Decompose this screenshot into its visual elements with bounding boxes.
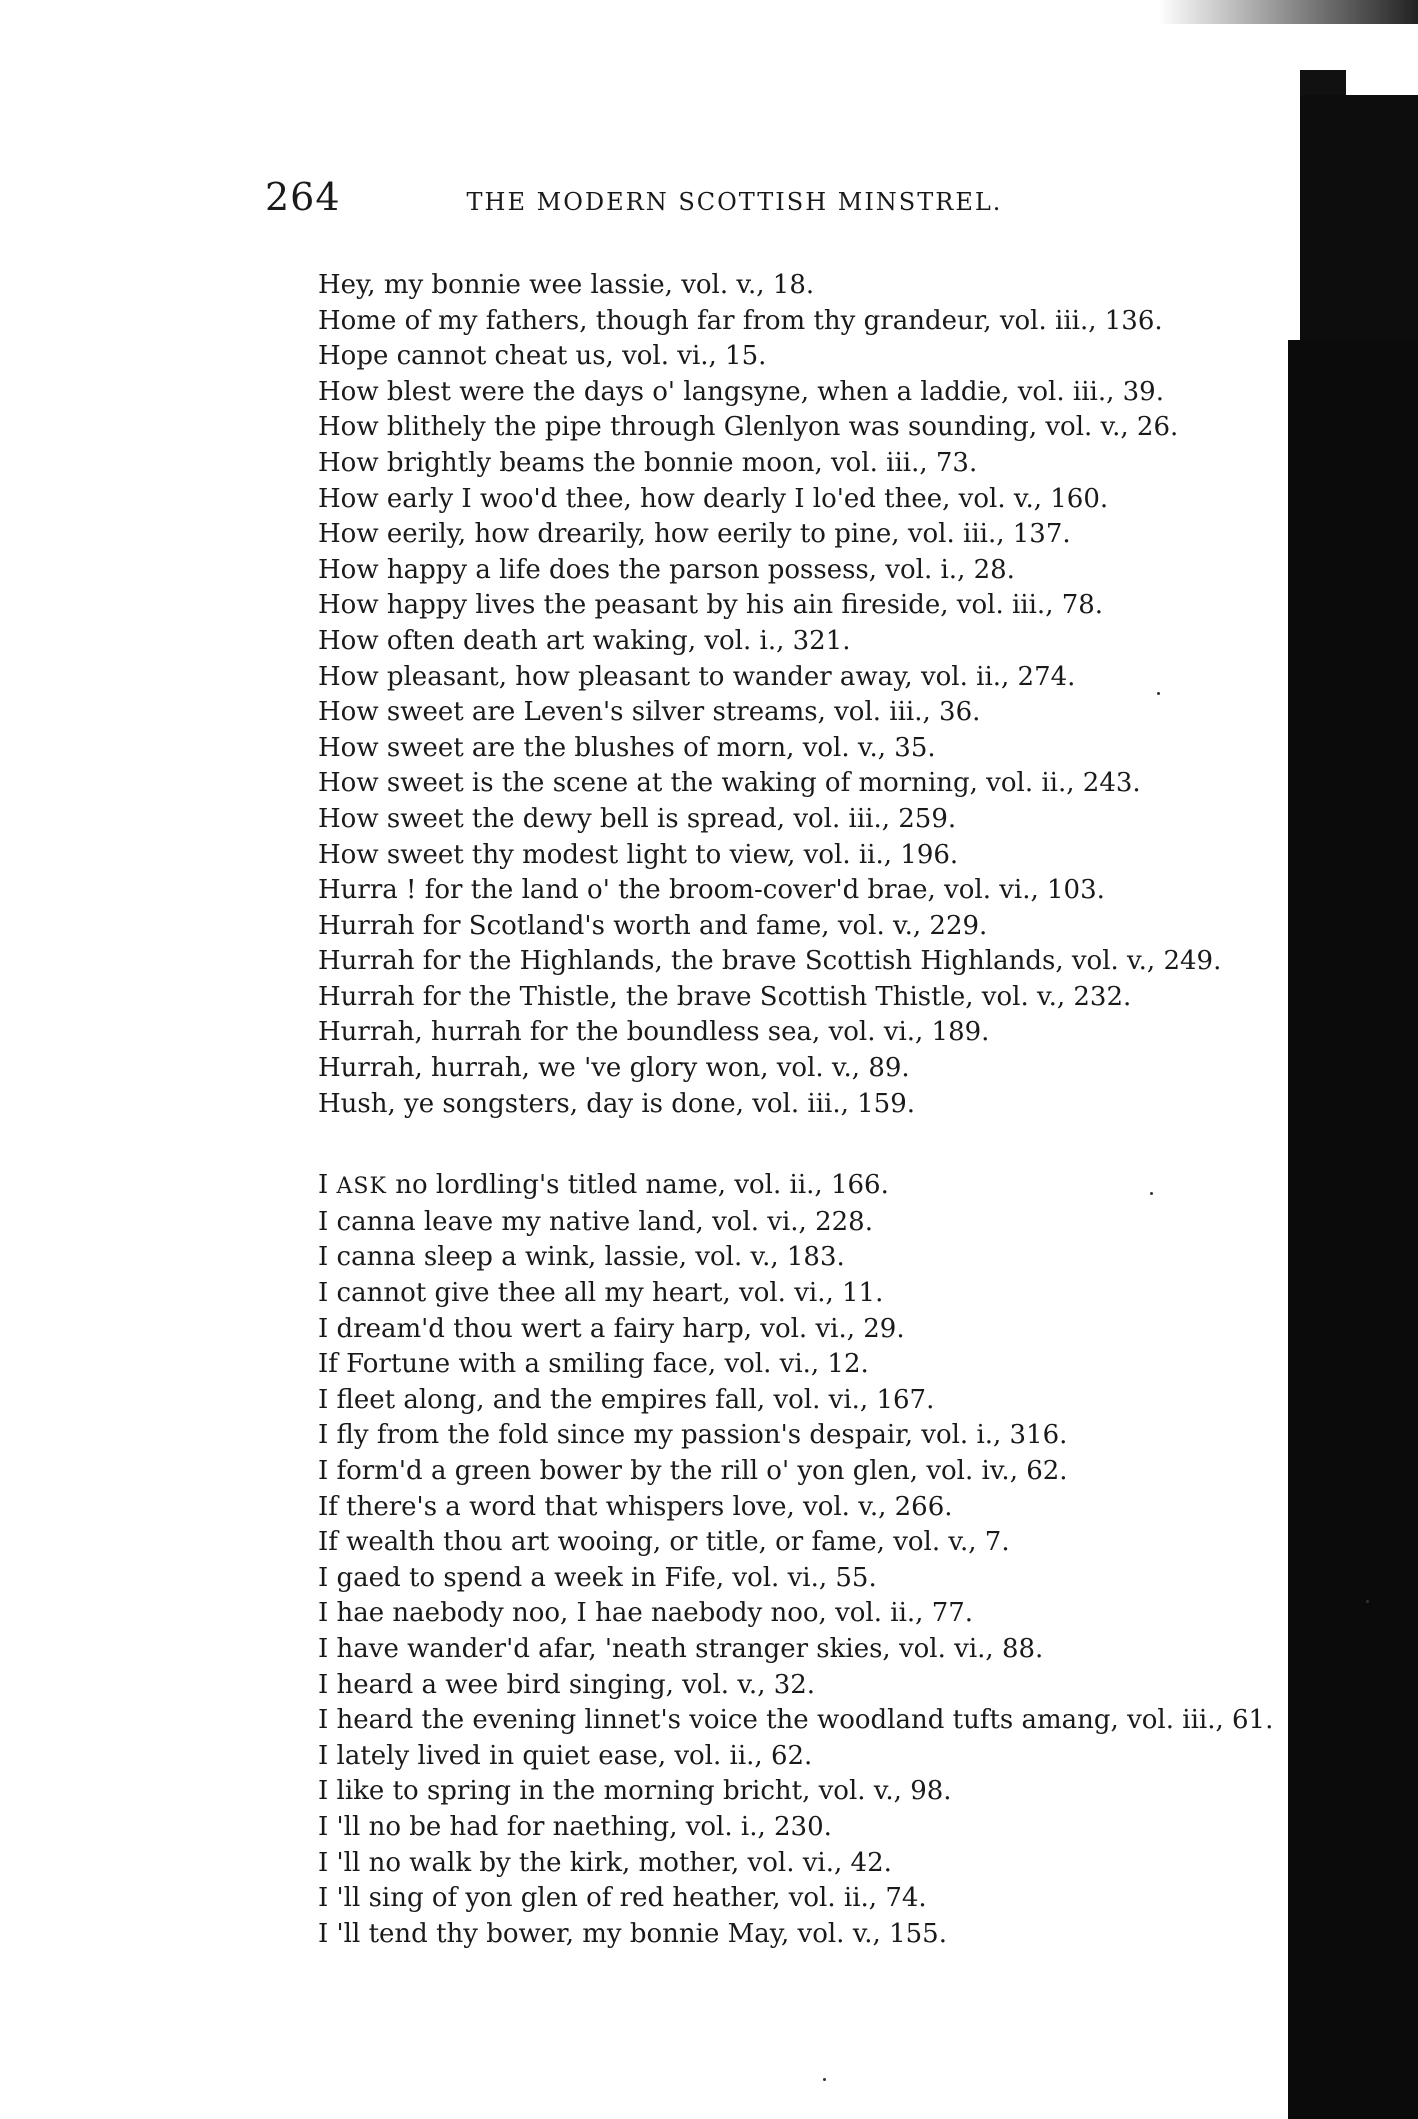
section-gap [318, 1122, 1278, 1168]
index-entry: I canna leave my native land, vol. vi., 228. [318, 1206, 873, 1237]
index-entry: Hurrah for the Thistle, the brave Scottish Thistle, vol. v., 232. [318, 981, 1132, 1012]
entry-lead: I [318, 1170, 337, 1201]
index-entry: I lately lived in quiet ease, vol. ii., 62. [318, 1740, 813, 1771]
page-number: 264 [265, 175, 341, 219]
entry-small-caps: ASK [336, 1174, 387, 1200]
index-entry: Hush, ye songsters, day is done, vol. iii., 159. [318, 1088, 916, 1119]
index-entry: I have wander'd afar, 'neath stranger skies, vol. vi., 88. [318, 1633, 1044, 1664]
index-entry: How sweet the dewy bell is spread, vol. iii., 259. [318, 803, 957, 834]
index-entry: If wealth thou art wooing, or title, or fame, vol. v., 7. [318, 1527, 1010, 1558]
index-entry: How often death art waking, vol. i., 321. [318, 625, 851, 656]
running-title: THE MODERN SCOTTISH MINSTREL. [466, 188, 1003, 216]
index-section-i [318, 1205, 1278, 1952]
index-entry: I canna sleep a wink, lassie, vol. v., 183. [318, 1242, 845, 1273]
index-entry: Hurrah, hurrah for the boundless sea, vol. vi., 189. [318, 1017, 990, 1048]
index-entry: How blithely the pipe through Glenlyon was sounding, vol. v., 26. [318, 412, 1179, 443]
index-entry: I fleet along, and the empires fall, vol. vi., 167. [318, 1384, 935, 1415]
index-entry: How sweet thy modest light to view, vol. ii., 196. [318, 839, 959, 870]
entry-rest: no lordling's titled name, vol. ii., 166. [386, 1170, 889, 1201]
index-entry: Hurrah for the Highlands, the brave Scottish Highlands, vol. v., 249. [318, 946, 1222, 977]
index-entry: How early I woo'd thee, how dearly I lo'ed thee, vol. v., 160. [318, 483, 1109, 514]
index-entry: I heard the evening linnet's voice the woodland tufts amang, vol. iii., 61. [318, 1705, 1274, 1736]
index-entries [318, 268, 1278, 1952]
index-entry: How blest were the days o' langsyne, when a laddie, vol. iii., 39. [318, 376, 1164, 407]
index-entry: I 'll no be had for naething, vol. i., 230. [318, 1811, 832, 1842]
index-entry: Hurrah, hurrah, we 've glory won, vol. v., 89. [318, 1053, 910, 1084]
index-entry: I dream'd thou wert a fairy harp, vol. vi., 29. [318, 1313, 905, 1344]
index-entry: I heard a wee bird singing, vol. v., 32. [318, 1669, 816, 1700]
index-entry: If there's a word that whispers love, vol. v., 266. [318, 1491, 953, 1522]
index-entry: How pleasant, how pleasant to wander away, vol. ii., 274. [318, 661, 1076, 692]
index-entry: If Fortune with a smiling face, vol. vi., 12. [318, 1349, 869, 1380]
index-entry: I gaed to spend a week in Fife, vol. vi., 55. [318, 1562, 877, 1593]
index-entry: I fly from the fold since my passion's despair, vol. i., 316. [318, 1420, 1068, 1451]
index-entry: How brightly beams the bonnie moon, vol. iii., 73. [318, 447, 978, 478]
index-entry: I hae naebody noo, I hae naebody noo, vol. ii., 77. [318, 1598, 974, 1629]
ink-fleck [823, 2078, 826, 2081]
index-entry: How happy a life does the parson possess, vol. i., 28. [318, 554, 1015, 585]
index-entry: Hey, my bonnie wee lassie, vol. v., 18. [318, 270, 815, 300]
index-entry [318, 1168, 1278, 1205]
index-entry: Hurra ! for the land o' the broom-cover'd brae, vol. vi., 103. [318, 875, 1105, 906]
index-entry: I 'll sing of yon glen of red heather, vol. ii., 74. [318, 1883, 927, 1914]
index-entry: Home of my fathers, though far from thy grandeur, vol. iii., 136. [318, 305, 1163, 336]
index-entry: How sweet is the scene at the waking of morning, vol. ii., 243. [318, 768, 1141, 799]
index-entry: How happy lives the peasant by his ain fireside, vol. iii., 78. [318, 590, 1104, 621]
index-entry: How sweet are Leven's silver streams, vol. iii., 36. [318, 697, 981, 728]
index-entry: I like to spring in the morning bricht, vol. v., 98. [318, 1776, 952, 1807]
index-entry: I 'll tend thy bower, my bonnie May, vol. v., 155. [318, 1918, 947, 1949]
index-entry: How sweet are the blushes of morn, vol. v., 35. [318, 732, 936, 763]
index-entry: Hope cannot cheat us, vol. vi., 15. [318, 341, 767, 372]
index-entry: Hurrah for Scotland's worth and fame, vol. v., 229. [318, 910, 988, 941]
index-entry: I cannot give thee all my heart, vol. vi., 11. [318, 1278, 884, 1309]
scan-smudge [1158, 0, 1418, 24]
index-entry: I 'll no walk by the kirk, mother, vol. vi., 42. [318, 1847, 892, 1878]
binding-shadow-lower [1288, 340, 1418, 2119]
index-section-h [318, 268, 1278, 1122]
ink-fleck [1366, 1600, 1369, 1603]
index-entry: How eerily, how drearily, how eerily to pine, vol. iii., 137. [318, 519, 1071, 550]
page-header [265, 175, 1085, 225]
index-entry: I form'd a green bower by the rill o' yon glen, vol. iv., 62. [318, 1456, 1068, 1486]
